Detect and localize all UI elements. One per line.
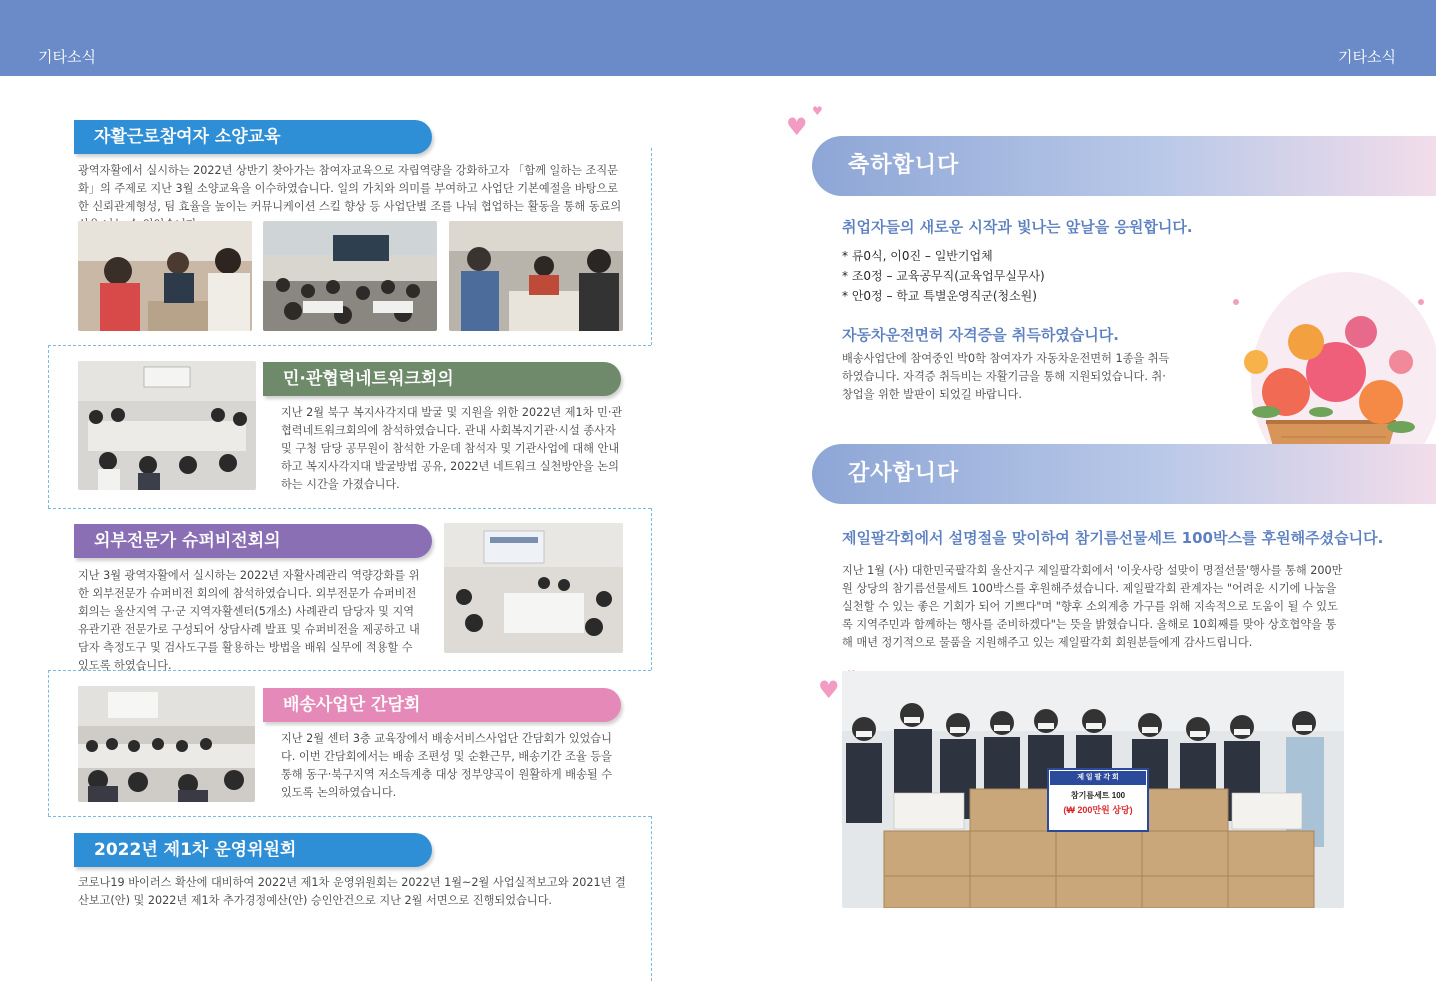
dashed-frame (651, 508, 652, 670)
heart-icon: ♥ (818, 676, 840, 704)
thanks-body: 지난 1월 (사) 대한민국팔각회 울산지구 제일팔각회에서 '이웃사랑 설맞이 명절선물'행사를 통해 200만원 상당의 참기름선물세트 100박스를 후원해주셨습니다. 제일팔각회 관계자는 "어려운 시기에 나눔을 실천할 수 있는 좋은 기회가 되어 기쁘다"며 "향후 소외계층 가구를 위해 지속적으로 도움이 될 수 있도록 지역주민과 함께하는 행사를 준비하겠다"는 뜻을 밝혔습니다. 올해로 10회째를 맞아 상호협약을 통해 매년 정기적으로 물품을 지원해주고 있는 제일팔각회 회원분들에게 감사드립니다. (842, 564, 1343, 649)
section-body-education: 광역자활에서 실시하는 2022년 상반기 찾아가는 참여자교육으로 자립역량을 강화하고자 「함께 일하는 조직문화」의 주제로 지난 3월 소양교육을 이수하였습니다. 일의 가치와 의미를 부여하고 사업단 기본예절을 바탕으로 한 신뢰관계형성, 팀 효율을 높이는 커뮤니케이션 스킬 향상 등 사업단별 조를 나눠 협업하는 활동을 통해 동료의 (78, 164, 622, 213)
dashed-frame (48, 670, 49, 816)
list-item: * 류0식, 이0진 – 일반기업체 (842, 249, 993, 263)
section-title-committee: 2022년 제1차 운영위원회 (74, 833, 432, 867)
section-title-supervision: 외부전문가 슈퍼비전회의 (74, 524, 432, 558)
section-label-right: 기타소식 (1338, 48, 1396, 66)
section-title-network: 민·관협력네트워크회의 (263, 362, 621, 396)
dashed-frame (48, 345, 651, 346)
congrats-title: 축하합니다 (848, 153, 960, 178)
donation-banner-text (1050, 771, 1146, 817)
banner-org-name: 제 일 팔 각 회 (1077, 774, 1119, 781)
heart-icon: ♥ (786, 113, 808, 141)
dashed-frame (48, 816, 651, 817)
section-body-committee: 코로나19 바이러스 확산에 대비하여 2022년 제1차 운영위원회는 2022년 1월~2월 사업실적보고와 2021년 결산보고(안) 및 2022년 제1차 추가경정예산(안) 승인안건으로 지난 2월 서면으로 진행되었습니다. (78, 876, 626, 907)
list-item: * 안0정 – 학교 특별운영직군(청소원) (842, 289, 1037, 303)
section-body-supervision: 지난 3월 광역자활에서 실시하는 2022년 자활사례관리 역량강화를 위한 외부전문가 슈퍼비전 회의에 참석하였습니다. 외부전문가 슈퍼비전회의는 울산지역 구·군 지역자활센터(5개소) 사례관리 담당자 및 지역유관기관 전문가로 구성되어 상담사례 발표 및 슈퍼비전을 제공하고 내담자 측정도구 및 검사도구를 활용하는 방법을 배워 실무에 적용할 수 있도록 하였습니다. (78, 569, 420, 672)
dashed-frame (651, 148, 652, 345)
dashed-frame (48, 345, 49, 508)
thanks-banner (812, 444, 1436, 504)
congrats-subhead-employment: 취업자들의 새로운 시작과 빛나는 앞날을 응원합니다. (842, 218, 1193, 236)
education-photo-2 (263, 221, 437, 331)
dashed-frame (48, 508, 651, 509)
delivery-meeting-photo (78, 686, 255, 802)
banner-item: 참기름세트 100 (1070, 791, 1126, 800)
education-photo-3 (449, 221, 623, 331)
list-item: * 조0정 – 교육공무직(교육업무실무사) (842, 269, 1045, 283)
section-label-left: 기타소식 (38, 48, 96, 66)
network-meeting-photo (78, 361, 256, 490)
heart-icon: ♥ (812, 104, 823, 118)
supervision-photo (444, 523, 623, 653)
thanks-subhead: 제일팔각회에서 설명절을 맞이하여 참기름선물세트 100박스를 후원해주셨습니다. (842, 529, 1384, 547)
congrats-body-license: 배송사업단에 참여중인 박0학 참여자가 자동차운전면허 1종을 취득하였습니다. 자격증 취득비는 자활기금을 통해 지원되었습니다. 취·창업을 위한 발판이 되었길 바랍니다. (842, 352, 1170, 401)
section-body-delivery: 지난 2월 센터 3층 교육장에서 배송서비스사업단 간담회가 있었습니다. 이번 간담회에서는 배송 조편성 및 순환근무, 배송기간 조율 등을 통해 동구·북구지역 저소득계층 대상 정부양곡이 원활하게 배송될 수 있도록 논의하였습니다. (281, 732, 613, 799)
thanks-title: 감사합니다 (848, 461, 960, 486)
section-title-delivery: 배송사업단 간담회 (263, 688, 621, 722)
congrats-banner (812, 136, 1436, 196)
banner-amount: (₩ 200만원 상당) (1063, 805, 1133, 815)
donation-group-photo (842, 671, 1344, 908)
congrats-subhead-license: 자동차운전면허 자격증을 취득하였습니다. (842, 326, 1119, 344)
header-bar (0, 0, 1436, 76)
education-photo-1 (78, 221, 252, 331)
section-title-education: 자활근로참여자 소양교육 (74, 120, 432, 154)
dashed-frame (651, 816, 652, 981)
section-body-network: 지난 2월 북구 복지사각지대 발굴 및 지원을 위한 2022년 제1차 민·관협력네트워크회의에 참석하였습니다. 관내 사회복지기관·시설 종사자 및 구청 담당 공무원이 참석한 가운데 참석자 및 기관사업에 대해 안내하고 복지사각지대 발굴방법 공유, 2022년 네트워크 실천방안을 논의하는 시간을 가졌습니다. (281, 406, 623, 491)
employment-list (842, 246, 1045, 306)
